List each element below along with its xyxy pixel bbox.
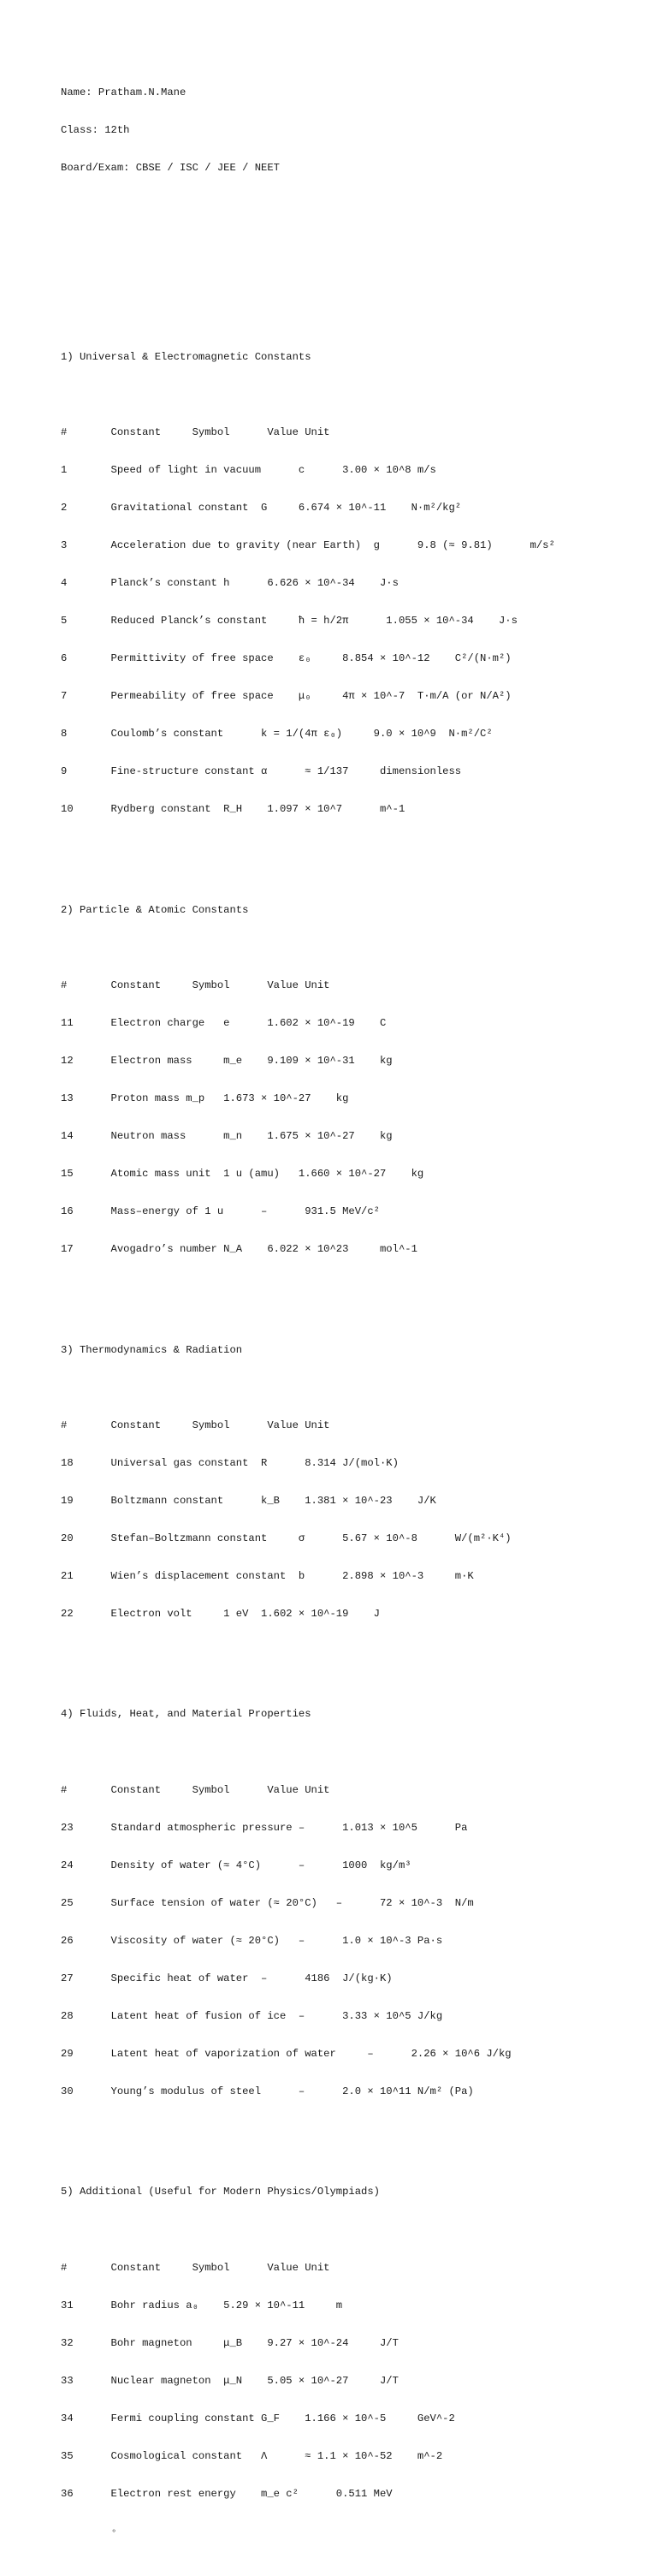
table-row: 6 Permittivity of free space ε₀ 8.854 × 10^-12 C²/(N·m²) xyxy=(61,652,512,665)
student-class: Class: 12th xyxy=(61,124,130,137)
spacer xyxy=(61,942,651,955)
table-row: 18 Universal gas constant R 8.314 J/(mol·K) xyxy=(61,1456,399,1469)
section-title: 1) Universal & Electromagnetic Constants xyxy=(61,350,311,363)
physics-constants-document xyxy=(61,62,651,2576)
spacer xyxy=(61,1746,651,1759)
table-row: 26 Viscosity of water (≈ 20°C) – 1.0 × 10^-3 Pa·s xyxy=(61,1934,443,1947)
table-row: 2 Gravitational constant G 6.674 × 10^-11 N·m²/kg² xyxy=(61,501,462,514)
section-thermodynamics xyxy=(61,1318,651,1645)
table-header: # Constant Symbol Value Unit xyxy=(61,1783,330,1796)
table-header: # Constant Symbol Value Unit xyxy=(61,1419,330,1431)
table-row: 8 Coulomb’s constant k = 1/(4π ε₀) 9.0 × 10^9 N·m²/C² xyxy=(61,728,493,741)
table-row: 31 Bohr radius a₀ 5.29 × 10^-11 m xyxy=(61,2299,343,2311)
table-row: 27 Specific heat of water – 4186 J/(kg·K) xyxy=(61,1972,393,1984)
table-row: 32 Bohr magneton μ_B 9.27 × 10^-24 J/T xyxy=(61,2336,399,2349)
table-row: 11 Electron charge e 1.602 × 10^-19 C xyxy=(61,1016,387,1029)
table-row: 9 Fine-structure constant α ≈ 1/137 dimensionless xyxy=(61,765,462,778)
spacer xyxy=(61,2223,651,2236)
table-row: 36 Electron rest energy m_e c² 0.511 MeV xyxy=(61,2487,393,2500)
table-header: # Constant Symbol Value Unit xyxy=(61,2261,330,2274)
section-additional xyxy=(61,2161,651,2563)
table-row: 3 Acceleration due to gravity (near Earth) g 9.8 (≈ 9.81) m/s² xyxy=(61,538,555,551)
section-fluids-heat xyxy=(61,1683,651,2123)
table-row: 30 Young’s modulus of steel – 2.0 × 10^11 N/m² (Pa) xyxy=(61,2085,474,2097)
table-row: 29 Latent heat of vaporization of water – 2.26 × 10^6 J/kg xyxy=(61,2047,512,2060)
table-row: 19 Boltzmann constant k_B 1.381 × 10^-23 J/K xyxy=(61,1494,436,1507)
table-row: 5 Reduced Planck’s constant ħ = h/2π 1.055 × 10^-34 J·s xyxy=(61,615,518,628)
table-row: 21 Wien’s displacement constant b 2.898 × 10^-3 m·K xyxy=(61,1569,474,1582)
table-row: 16 Mass–energy of 1 u – 931.5 MeV/c² xyxy=(61,1205,380,1218)
table-row: 15 Atomic mass unit 1 u (amu) 1.660 × 10^-27 kg xyxy=(61,1168,424,1181)
spacer xyxy=(61,200,651,213)
section-particle-atomic xyxy=(61,878,651,1281)
table-row: 22 Electron volt 1 eV 1.602 × 10^-19 J xyxy=(61,1608,380,1620)
spacer xyxy=(61,1382,651,1395)
section-title: 2) Particle & Atomic Constants xyxy=(61,903,249,916)
table-row: 25 Surface tension of water (≈ 20°C) – 72 × 10^-3 N/m xyxy=(61,1896,474,1909)
section-universal-em xyxy=(61,325,651,841)
table-row: 28 Latent heat of fusion of ice – 3.33 × 10^5 J/kg xyxy=(61,2009,443,2022)
table-row: 24 Density of water (≈ 4°C) – 1000 kg/m³ xyxy=(61,1859,411,1871)
table-row: 34 Fermi coupling constant G_F 1.166 × 10^-5 GeV^-2 xyxy=(61,2412,455,2424)
table-row: 4 Planck’s constant h 6.626 × 10^-34 J·s xyxy=(61,577,399,589)
section-title: 3) Thermodynamics & Radiation xyxy=(61,1343,243,1356)
table-header: # Constant Symbol Value Unit xyxy=(61,425,330,438)
board-exam: Board/Exam: CBSE / ISC / JEE / NEET xyxy=(61,162,280,175)
spacer xyxy=(61,238,651,251)
table-row: 20 Stefan–Boltzmann constant σ 5.67 × 10^-8 W/(m²·K⁴) xyxy=(61,1532,512,1544)
student-name: Name: Pratham.N.Mane xyxy=(61,86,186,99)
spacer xyxy=(61,276,651,289)
table-row: 7 Permeability of free space μ₀ 4π × 10^-7 T·m/A (or N/A²) xyxy=(61,690,512,703)
table-row: 23 Standard atmospheric pressure – 1.013 × 10^5 Pa xyxy=(61,1821,468,1834)
table-header: # Constant Symbol Value Unit xyxy=(61,979,330,991)
section-title: 4) Fluids, Heat, and Material Properties xyxy=(61,1708,311,1721)
table-row: 17 Avogadro’s number N_A 6.022 × 10^23 mol^-1 xyxy=(61,1243,417,1256)
spacer xyxy=(61,389,651,402)
section-title: 5) Additional (Useful for Modern Physics/Olympiads) xyxy=(61,2186,380,2198)
table-row: 1 Speed of light in vacuum c 3.00 × 10^8 m/s xyxy=(61,463,436,476)
table-row: 12 Electron mass m_e 9.109 × 10^-31 kg xyxy=(61,1054,393,1067)
table-row: 33 Nuclear magneton μ_N 5.05 × 10^-27 J/T xyxy=(61,2374,399,2387)
table-row: 13 Proton mass m_p 1.673 × 10^-27 kg xyxy=(61,1092,349,1104)
table-row: 35 Cosmological constant Λ ≈ 1.1 × 10^-52 m^-2 xyxy=(61,2449,443,2462)
table-row: 14 Neutron mass m_n 1.675 × 10^-27 kg xyxy=(61,1130,393,1143)
table-row: 10 Rydberg constant R_H 1.097 × 10^7 m^-1 xyxy=(61,803,405,816)
trailing-mark: ◦ xyxy=(61,2525,117,2537)
